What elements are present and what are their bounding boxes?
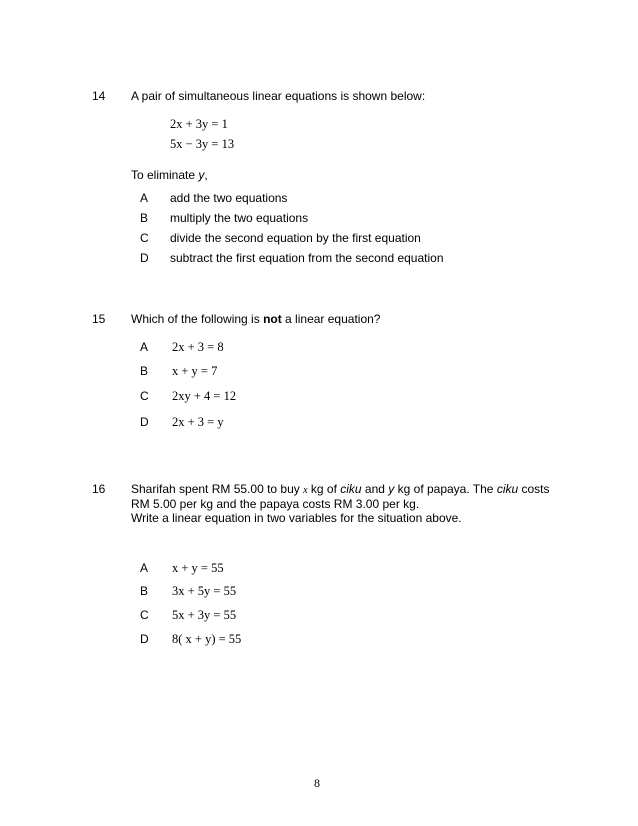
- question-number: 15: [92, 312, 106, 326]
- option-text: subtract the first equation from the second equation: [170, 251, 444, 265]
- option-letter: A: [140, 561, 149, 575]
- equation: 2x + 3y = 1: [170, 117, 228, 131]
- option-equation: 5x + 3y = 55: [172, 608, 237, 622]
- option-equation: x + y = 7: [172, 364, 218, 378]
- question-number: 14: [92, 89, 106, 103]
- option-text: add the two equations: [170, 191, 288, 205]
- option-letter: B: [140, 584, 149, 598]
- question-prompt: To eliminate y,: [131, 168, 208, 182]
- option-letter: A: [140, 340, 149, 354]
- option-letter: D: [140, 632, 149, 646]
- question-stem-line-1: Sharifah spent RM 55.00 to buy x kg of ciku and y kg of papaya. The ciku costs: [131, 482, 550, 496]
- option-letter: C: [140, 389, 149, 403]
- question-stem: A pair of simultaneous linear equations is shown below:: [131, 89, 426, 103]
- option-text: divide the second equation by the first equation: [170, 231, 421, 245]
- option-equation: 8( x + y) = 55: [172, 632, 242, 646]
- page-number: 8: [314, 776, 320, 790]
- question-stem-line-3: Write a linear equation in two variables for the situation above.: [131, 511, 462, 525]
- option-equation: x + y = 55: [172, 561, 224, 575]
- option-letter: D: [140, 415, 149, 429]
- option-letter: C: [140, 608, 149, 622]
- question-stem: Which of the following is not a linear equation?: [131, 312, 381, 326]
- option-equation: 3x + 5y = 55: [172, 584, 237, 598]
- option-letter: A: [140, 191, 149, 205]
- option-equation: 2x + 3 = 8: [172, 340, 224, 354]
- question-stem-line-2: RM 5.00 per kg and the papaya costs RM 3.00 per kg.: [131, 497, 420, 511]
- question-number: 16: [92, 482, 106, 496]
- option-text: multiply the two equations: [170, 211, 309, 225]
- equation: 5x − 3y = 13: [170, 137, 235, 151]
- option-equation: 2x + 3 = y: [172, 415, 224, 429]
- option-letter: B: [140, 211, 149, 225]
- option-equation: 2xy + 4 = 12: [172, 389, 237, 403]
- option-letter: D: [140, 251, 149, 265]
- option-letter: B: [140, 364, 149, 378]
- option-letter: C: [140, 231, 149, 245]
